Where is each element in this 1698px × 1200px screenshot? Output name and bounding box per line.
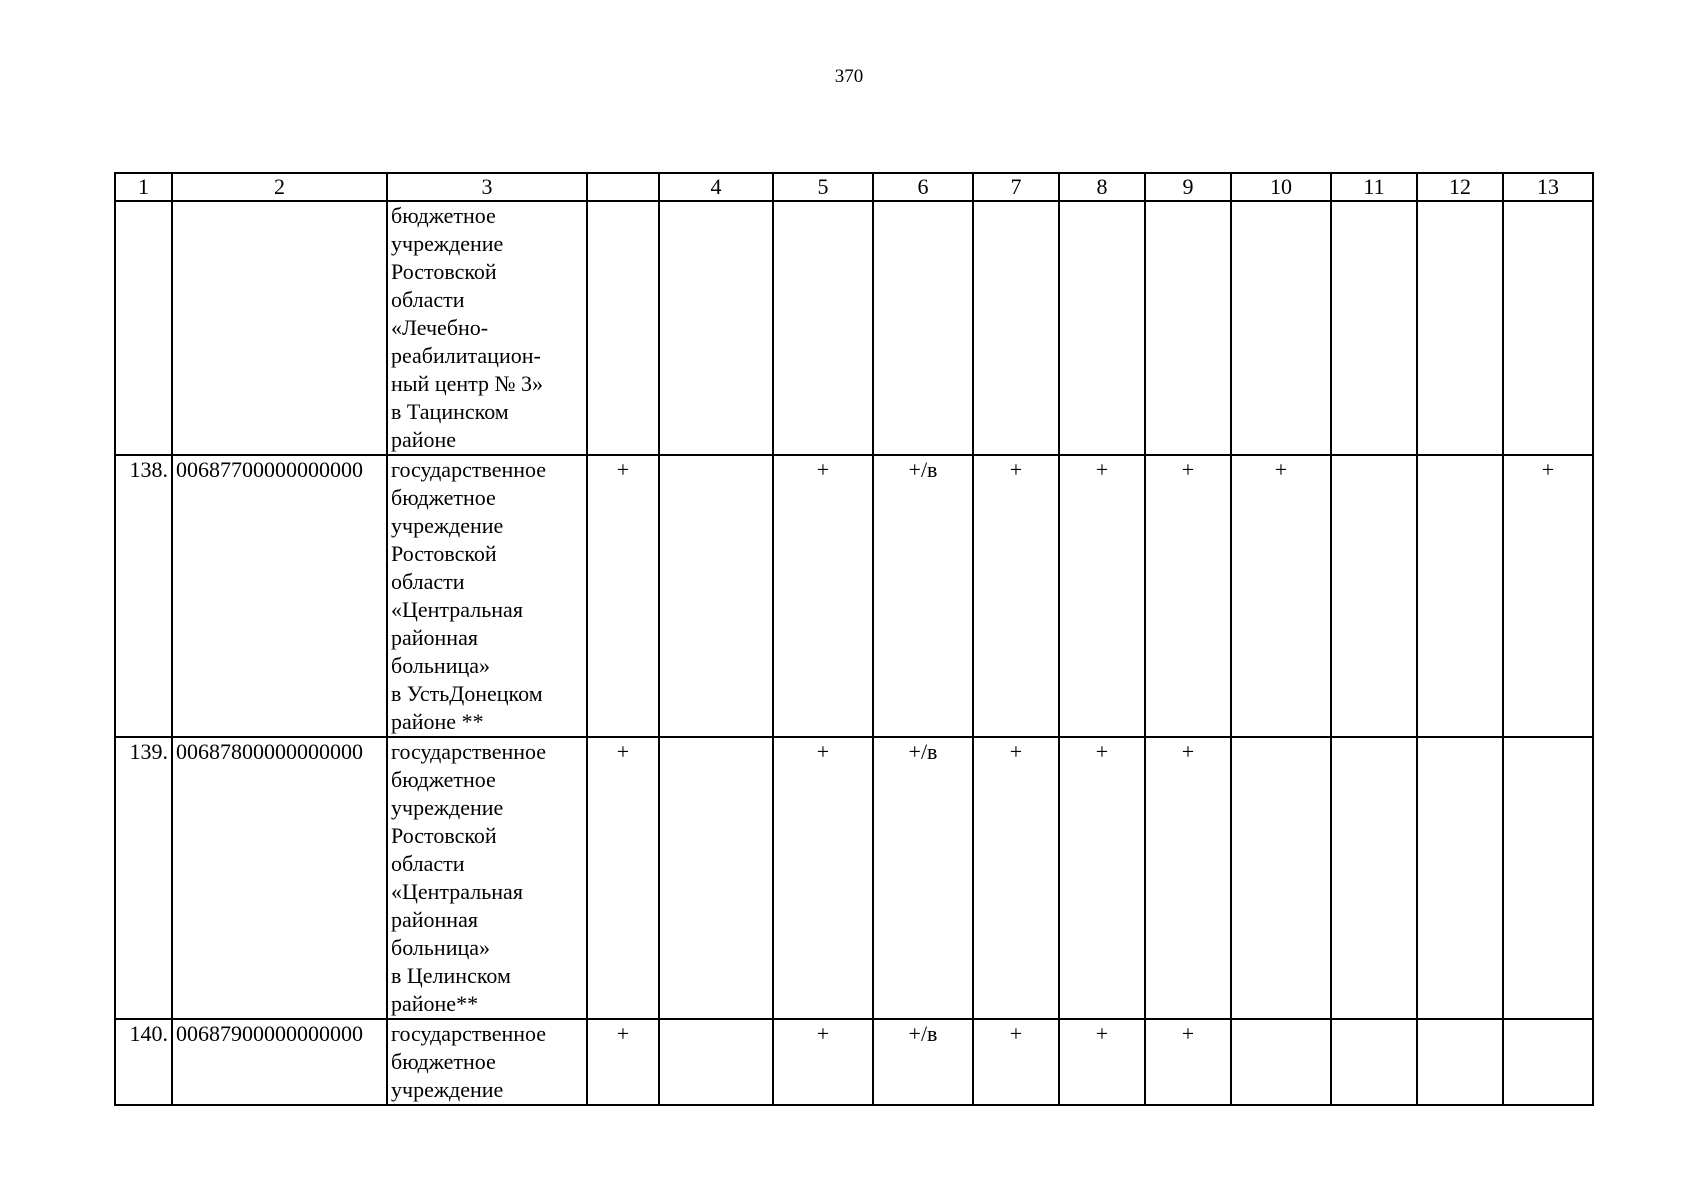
mark-cell: +: [1231, 455, 1331, 737]
organization-name-line: «Центральная: [391, 879, 523, 904]
organization-name-cell: [387, 201, 587, 455]
mark-cell: +: [773, 1019, 873, 1105]
mark-cell: [1231, 1019, 1331, 1105]
mark-cell: +: [773, 455, 873, 737]
mark-cell: +: [773, 737, 873, 1019]
table-row: [115, 455, 1593, 737]
table-body: [115, 173, 1593, 1105]
organization-name-line: районе: [391, 427, 457, 452]
organization-name-line: области: [391, 569, 465, 594]
header-cell: 7: [973, 173, 1059, 201]
mark-cell: +: [1059, 1019, 1145, 1105]
header-cell: 13: [1503, 173, 1593, 201]
header-cell: 9: [1145, 173, 1231, 201]
organization-name-line: государственное: [391, 1021, 547, 1046]
organization-name-line: Ростовской: [391, 823, 497, 848]
table-row: [115, 1019, 1593, 1105]
organization-name-line: бюджетное: [391, 1049, 496, 1074]
organization-name-line: государственное: [391, 739, 547, 764]
organization-name-line: области: [391, 851, 465, 876]
mark-cell: +: [973, 455, 1059, 737]
header-cell: 1: [115, 173, 172, 201]
registry-code-cell: 00687900000000000: [172, 1019, 387, 1105]
header-cell: 6: [873, 173, 973, 201]
header-cell: 5: [773, 173, 873, 201]
organization-name-cell: [387, 737, 587, 1019]
mark-cell: +: [1503, 455, 1593, 737]
mark-cell: [1231, 737, 1331, 1019]
registry-code-cell: [172, 201, 387, 455]
organization-name-line: в Тацинском: [391, 399, 509, 424]
table-row: [115, 201, 1593, 455]
organization-name-line: «Лечебно-: [391, 315, 489, 340]
organization-name-line: ный центр № 3»: [391, 371, 544, 396]
mark-cell: +: [1059, 737, 1145, 1019]
mark-cell: [1417, 455, 1503, 737]
table-header-row: [115, 173, 1593, 201]
mark-cell: [1503, 1019, 1593, 1105]
mark-cell: +: [1145, 455, 1231, 737]
mark-cell: +/в: [873, 1019, 973, 1105]
row-number-cell: 139.: [115, 737, 172, 1019]
header-cell: 12: [1417, 173, 1503, 201]
mark-cell: [1145, 201, 1231, 455]
mark-cell: +/в: [873, 737, 973, 1019]
registry-code-cell: 00687700000000000: [172, 455, 387, 737]
organization-name-line: районе**: [391, 991, 479, 1016]
mark-cell: [1331, 455, 1417, 737]
organization-name-line: области: [391, 287, 465, 312]
mark-cell: [1231, 201, 1331, 455]
header-cell: [587, 173, 659, 201]
mark-cell: +: [973, 1019, 1059, 1105]
mark-cell: [659, 737, 773, 1019]
organization-name-line: реабилитацион-: [391, 343, 541, 368]
mark-cell: [1417, 1019, 1503, 1105]
organization-name-line: в Целинском: [391, 963, 511, 988]
mark-cell: +/в: [873, 455, 973, 737]
mark-cell: +: [1145, 737, 1231, 1019]
mark-cell: [659, 455, 773, 737]
mark-cell: [1503, 737, 1593, 1019]
mark-cell: [773, 201, 873, 455]
organization-name-line: учреждение: [391, 513, 504, 538]
table-row: [115, 737, 1593, 1019]
mark-cell: +: [587, 737, 659, 1019]
registry-table: [114, 172, 1594, 1106]
organization-name-cell: [387, 455, 587, 737]
row-number-cell: 138.: [115, 455, 172, 737]
mark-cell: [659, 1019, 773, 1105]
organization-name-line: районная: [391, 907, 478, 932]
mark-cell: [1503, 201, 1593, 455]
row-number-cell: 140.: [115, 1019, 172, 1105]
mark-cell: [1331, 201, 1417, 455]
mark-cell: +: [973, 737, 1059, 1019]
organization-name-line: бюджетное: [391, 203, 496, 228]
organization-name-line: больница»: [391, 935, 490, 960]
header-cell: 2: [172, 173, 387, 201]
organization-name-line: бюджетное: [391, 767, 496, 792]
row-number-cell: [115, 201, 172, 455]
organization-name-line: бюджетное: [391, 485, 496, 510]
mark-cell: [1417, 737, 1503, 1019]
mark-cell: +: [1059, 455, 1145, 737]
organization-name-line: учреждение: [391, 1077, 504, 1102]
header-cell: 10: [1231, 173, 1331, 201]
organization-name-line: в УстьДонецком: [391, 681, 543, 706]
header-cell: 4: [659, 173, 773, 201]
organization-name-line: Ростовской: [391, 259, 497, 284]
organization-name-line: учреждение: [391, 795, 504, 820]
mark-cell: +: [1145, 1019, 1231, 1105]
organization-name-line: районная: [391, 625, 478, 650]
mark-cell: [873, 201, 973, 455]
organization-name-line: учреждение: [391, 231, 504, 256]
page-number: 370: [834, 66, 864, 87]
mark-cell: [1331, 737, 1417, 1019]
organization-name-line: государственное: [391, 457, 547, 482]
organization-name-line: Ростовской: [391, 541, 497, 566]
header-cell: 3: [387, 173, 587, 201]
registry-code-cell: 00687800000000000: [172, 737, 387, 1019]
organization-name-line: районе **: [391, 709, 484, 734]
mark-cell: [1417, 201, 1503, 455]
header-cell: 11: [1331, 173, 1417, 201]
mark-cell: [659, 201, 773, 455]
header-cell: 8: [1059, 173, 1145, 201]
mark-cell: [973, 201, 1059, 455]
mark-cell: [1331, 1019, 1417, 1105]
mark-cell: [587, 201, 659, 455]
organization-name-line: «Центральная: [391, 597, 523, 622]
mark-cell: [1059, 201, 1145, 455]
organization-name-cell: [387, 1019, 587, 1105]
mark-cell: +: [587, 455, 659, 737]
organization-name-line: больница»: [391, 653, 490, 678]
mark-cell: +: [587, 1019, 659, 1105]
